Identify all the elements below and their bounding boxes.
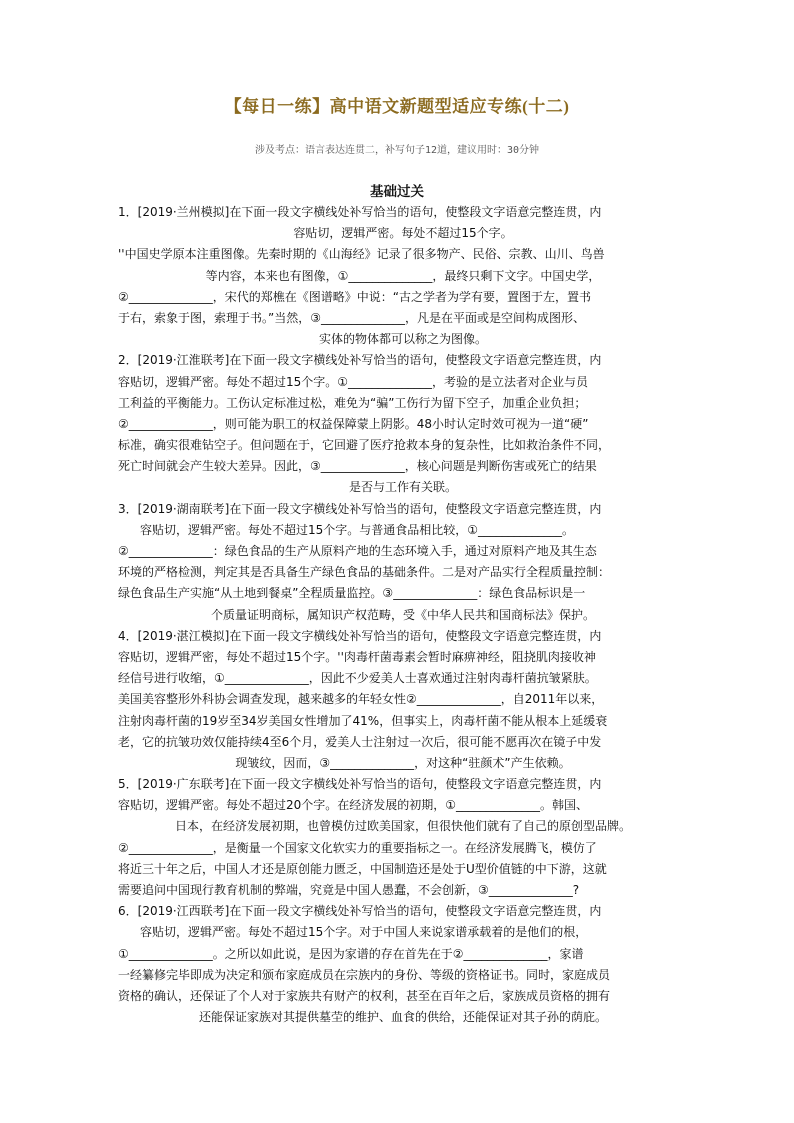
text-line: 2．[2019·江淮联考]在下面一段文字横线处补写恰当的语句，使整段文字语意完整连贯，内 — [118, 353, 602, 368]
text-line: 老，它的抗皱功效仅能持续4至6个月，爱美人士注射过一次后，很可能不愿再次在镜子中发 — [118, 734, 602, 749]
text-line: ②______________，是衡量一个国家文化软实力的重要指标之一。在经济发展腾飞，模仿了 — [118, 840, 597, 855]
text-line: 容贴切，逻辑严密。每处不超过15个字。①______________，考验的是立法者对企业与员 — [118, 374, 589, 389]
text-line: 4．[2019·湛江模拟]在下面一段文字横线处补写恰当的语句，使整段文字语意完整连贯，内 — [118, 628, 602, 643]
text-line: 环境的严格检测，判定其是否具备生产绿色食品的基础条件。二是对产品实行全程质量控制： — [118, 565, 611, 580]
text-line: 是否与工作有关联。 — [348, 480, 457, 495]
text-line: 工利益的平衡能力。工伤认定标准过松，难免为“骗”工伤行为留下空子，加重企业负担； — [118, 395, 587, 410]
text-line: ''中国史学原本注重图像。先秦时期的《山海经》记录了很多物产、民俗、宗教、山川、鸟兽 — [118, 247, 605, 262]
text-line: 容贴切，逻辑严密。每处不超过15个字。与普通食品相比较，①______________。 — [140, 522, 575, 537]
text-line: ②______________，则可能为职工的权益保障蒙上阴影。48小时认定时效可视为一道“硬” — [118, 416, 589, 431]
text-line: 于右，索象于图，索理于书。”当然，③______________，凡是在平面或是空间构成图形、 — [118, 310, 585, 325]
text-line: 容贴切，逻辑严密。每处不超过15个字。对于中国人来说家谱承载着的是他们的根， — [140, 925, 588, 940]
text-line: 美国美容整形外科协会调查发现，越来越多的年轻女性②______________，自2011年以来， — [118, 692, 604, 707]
text-line: 标准，确实很难钻空子。但问题在于，它回避了医疗抢救本身的复杂性，比如救治条件不同， — [118, 438, 611, 453]
section-heading: 基础过关 — [370, 184, 424, 200]
text-line: 还能保证家族对其提供墓茔的维护、血食的供给，还能保证对其子孙的荫庇。 — [198, 1010, 607, 1025]
text-line: 等内容，本来也有图像，①______________，最终只剩下文字。中国史学， — [205, 268, 601, 283]
text-line: 需要追问中国现行教育机制的弊端，究竟是中国人愚蠢，不会创新，③______________? — [118, 883, 580, 897]
text-line: 将近三十年之后，中国人才还是原创能力匮乏，中国制造还是处于U型价值链的中下游，这就 — [118, 861, 607, 876]
text-line: 日本，在经济发展初期，也曾模仿过欧美国家，但很快他们就有了自己的原创型品牌。 — [174, 819, 631, 834]
text-line: 经信号进行收缩，①______________，因此不少爱美人士喜欢通过注射肉毒杆菌抗皱紧肤。 — [118, 671, 597, 686]
question-body — [118, 202, 688, 1028]
text-line: 一经纂修完毕即成为决定和颁布家庭成员在宗族内的身份、等级的资格证书。同时，家庭成员 — [118, 967, 611, 982]
text-line: 绿色食品生产实施“从土地到餐桌”全程质量监控。③______________：绿色食品标识是一 — [118, 586, 586, 601]
text-line: 实体的物体都可以称之为图像。 — [318, 332, 487, 347]
text-line: 容贴切，逻辑严密，每处不超过15个字。''肉毒杆菌毒素会暂时麻痹神经，阻挠肌肉接收神 — [118, 649, 596, 664]
text-line: 6．[2019·江西联考]在下面一段文字横线处补写恰当的语句，使整段文字语意完整连贯，内 — [118, 904, 602, 919]
text-line: 5．[2019·广东联考]在下面一段文字横线处补写恰当的语句，使整段文字语意完整连贯，内 — [118, 777, 602, 792]
text-line: 个质量证明商标，属知识产权范畴，受《中华人民共和国商标法》保护。 — [210, 607, 595, 622]
text-line: 1．[2019·兰州模拟]在下面一段文字横线处补写恰当的语句，使整段文字语意完整连贯，内 — [118, 205, 602, 219]
text-line: ②______________：绿色食品的生产从原料产地的生态环境入手，通过对原料产地及其生态 — [118, 544, 597, 558]
text-line: ②______________，宋代的郑樵在《图谱略》中说：“古之学者为学有要，置图于左，置书 — [118, 289, 591, 304]
text-line: 死亡时间就会产生较大差异。因此，③______________，核心问题是判断伤害或死亡的结果 — [118, 459, 597, 474]
text-line: ①______________。之所以如此说，是因为家谱的存在首先在于②______________，家谱 — [118, 946, 584, 961]
text-line: 容贴切，逻辑严密。每处不超过20个字。在经济发展的初期，①______________。韩国、 — [118, 798, 589, 813]
page-subtitle: 涉及考点：语言表达连贯二，补写句子12道，建议用时：30分钟 — [254, 145, 540, 156]
text-line: 资格的确认，还保证了个人对于家族共有财产的权利，甚至在百年之后，家族成员资格的拥有 — [118, 988, 611, 1003]
page-title: 【每日一练】高中语文新题型适应专练(十二) — [224, 97, 570, 116]
text-line: 容贴切，逻辑严密。每处不超过15个字。 — [293, 226, 513, 241]
text-line: 3．[2019·湖南联考]在下面一段文字横线处补写恰当的语句，使整段文字语意完整连贯，内 — [118, 501, 602, 516]
text-line: 现皱纹，因而，③______________，对这种“驻颜术”产生依赖。 — [235, 755, 571, 770]
text-line: 注射肉毒杆菌的19岁至34岁美国女性增加了41%，但事实上，肉毒杆菌不能从根本上延缓衰 — [118, 713, 608, 728]
